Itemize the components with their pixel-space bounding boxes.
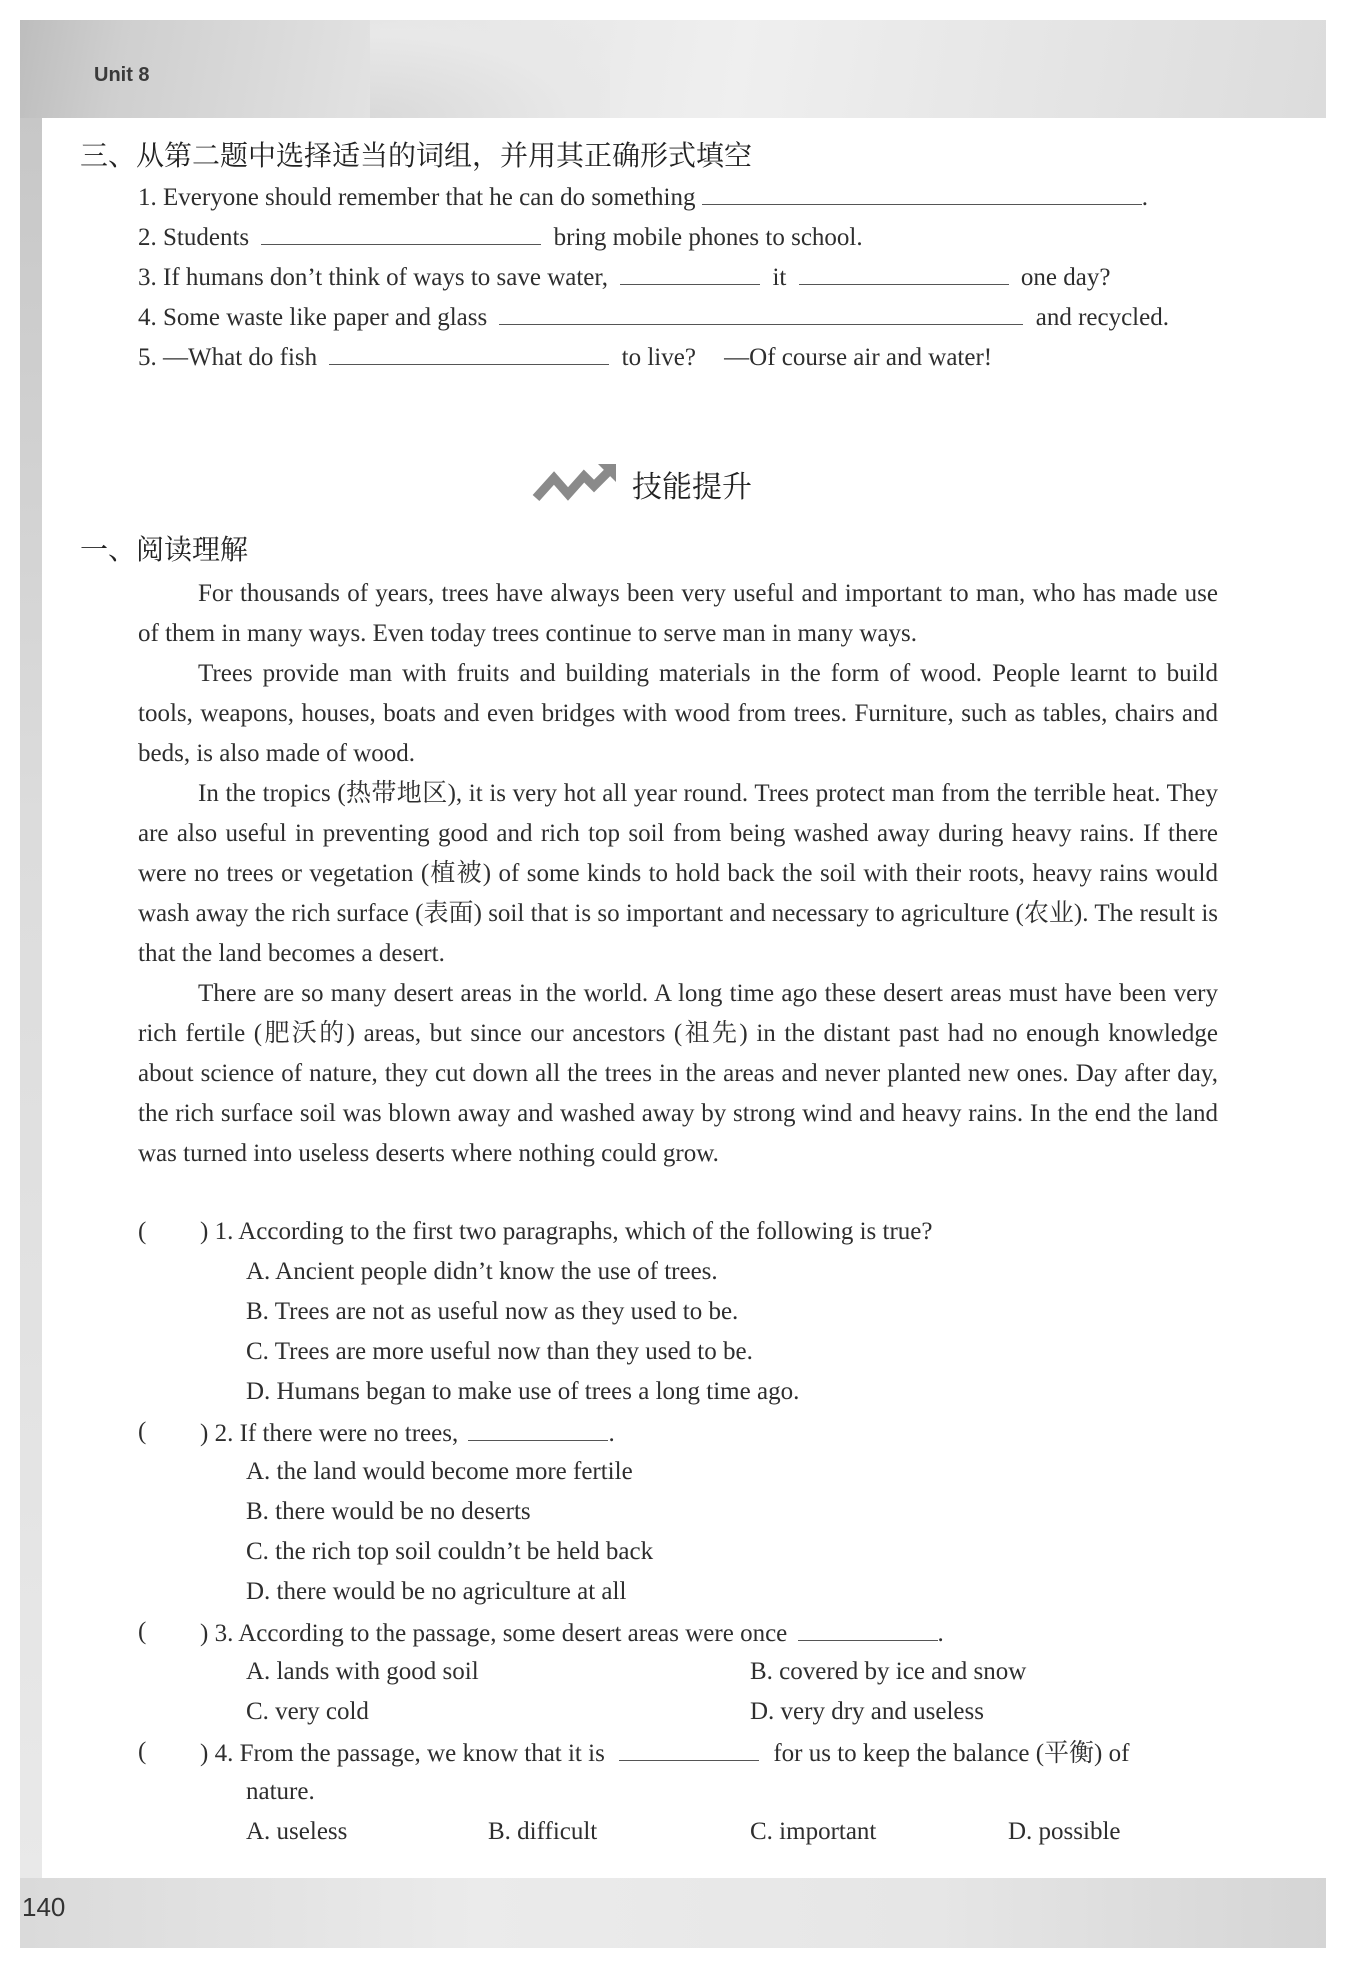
- question-3-end: .: [937, 1620, 944, 1647]
- unit-label: Unit 8: [94, 64, 150, 86]
- q4-option-c: C. important: [750, 1818, 877, 1845]
- fill-item-1: [138, 180, 1148, 214]
- q3-option-d: D. very dry and useless: [750, 1698, 984, 1725]
- q1-option-b: B. Trees are not as useful now as they used to be.: [246, 1298, 739, 1325]
- q3-option-c: C. very cold: [246, 1698, 369, 1725]
- fill-item-3-mid: it: [772, 264, 787, 291]
- fill-item-2-end: bring mobile phones to school.: [553, 224, 863, 251]
- question-4-blank[interactable]: [619, 1736, 759, 1761]
- answer-paren-4[interactable]: (: [138, 1738, 147, 1765]
- paragraph-3: In the tropics (热带地区), it is very hot all year round. Trees protect man from the terrible heat. They are also useful in preventing good and rich top soil from being washed away during heavy rains. If there were no trees or vegetation (植被) of some kinds to hold back the soil with their roots, heavy rains would wash away the rich surface (表面) soil that is so important and necessary to agriculture (农业). The result is that the land becomes a desert.: [138, 780, 1218, 967]
- q1-option-a: A. Ancient people didn’t know the use of trees.: [246, 1258, 718, 1285]
- fill-item-2: [138, 220, 863, 254]
- reading-title: 一、阅读理解: [80, 533, 249, 566]
- fill-item-4: [138, 300, 1169, 334]
- question-2-end: .: [608, 1420, 615, 1447]
- q3-option-a: A. lands with good soil: [246, 1658, 479, 1685]
- question-2: [200, 1416, 615, 1450]
- question-3-blank[interactable]: [798, 1616, 938, 1641]
- q4-option-b: B. difficult: [488, 1818, 598, 1845]
- left-band: [20, 118, 42, 1878]
- q4-option-d: D. possible: [1008, 1818, 1121, 1845]
- fill-blank-3b[interactable]: [799, 260, 1009, 285]
- header-band: [20, 20, 1326, 118]
- skills-heading: [532, 462, 752, 506]
- question-1-stem: ) 1. According to the first two paragraphs, which of the following is true?: [200, 1218, 933, 1245]
- paragraph-1: For thousands of years, trees have always been very useful and important to man, who has made use of them in many ways. Even today trees continue to serve man in many ways.: [138, 580, 1218, 647]
- question-4-stem-cont: nature.: [246, 1778, 315, 1805]
- header-curve: [370, 20, 610, 118]
- fill-item-4-end: and recycled.: [1035, 304, 1169, 331]
- fill-blank-4[interactable]: [499, 300, 1023, 325]
- fill-item-3-text: 3. If humans don’t think of ways to save water,: [138, 264, 608, 291]
- question-2-stem: ) 2. If there were no trees,: [200, 1420, 459, 1447]
- q2-option-d: D. there would be no agriculture at all: [246, 1578, 627, 1605]
- q2-option-b: B. there would be no deserts: [246, 1498, 531, 1525]
- question-3-stem: ) 3. According to the passage, some desert areas were once: [200, 1620, 788, 1647]
- fill-item-1-text: 1. Everyone should remember that he can do something: [138, 184, 696, 211]
- page-number: 140: [22, 1892, 66, 1922]
- paragraph-2: Trees provide man with fruits and building materials in the form of wood. People learnt to build tools, weapons, houses, boats and even bridges with wood from trees. Furniture, such as tables, chairs and beds, is also made of wood.: [138, 660, 1218, 767]
- fill-item-5-text: 5. —What do fish: [138, 344, 318, 371]
- skills-title: 技能提升: [632, 470, 752, 505]
- q3-option-b: B. covered by ice and snow: [750, 1658, 1027, 1685]
- reading-passage: [138, 574, 1218, 1174]
- q1-option-c: C. Trees are more useful now than they used to be.: [246, 1338, 753, 1365]
- fill-blank-5[interactable]: [329, 340, 609, 365]
- fill-item-3-end: one day?: [1020, 264, 1111, 291]
- question-2-blank[interactable]: [468, 1416, 608, 1441]
- answer-paren-2[interactable]: (: [138, 1418, 147, 1445]
- fill-blank-2[interactable]: [261, 220, 541, 245]
- fill-blank-3a[interactable]: [620, 260, 760, 285]
- trend-arrow-icon: [532, 464, 616, 504]
- fill-item-5-mid: to live?: [621, 344, 696, 371]
- question-4-stem: ) 4. From the passage, we know that it is: [200, 1740, 605, 1767]
- q2-option-a: A. the land would become more fertile: [246, 1458, 633, 1485]
- section-3-title: 三、从第二题中选择适当的词组，并用其正确形式填空: [80, 139, 753, 172]
- fill-item-2-text: 2. Students: [138, 224, 250, 251]
- fill-item-1-end: .: [1141, 184, 1148, 211]
- fill-item-3: [138, 260, 1110, 294]
- q2-option-c: C. the rich top soil couldn’t be held back: [246, 1538, 654, 1565]
- question-4: [200, 1736, 1129, 1770]
- footer-band: [20, 1878, 1326, 1948]
- paragraph-4: There are so many desert areas in the world. A long time ago these desert areas must have been very rich fertile (肥沃的) areas, but since our ancestors (祖先) in the distant past had no enough knowledge about science of nature, they cut down all the trees in the areas and never planted new ones. Day after day, the rich surface soil was blown away and washed away by strong wind and heavy rains. In the end the land was turned into useless deserts where nothing could grow.: [138, 980, 1218, 1167]
- answer-paren-3[interactable]: (: [138, 1618, 147, 1645]
- fill-blank-1[interactable]: [702, 180, 1142, 205]
- question-4-stem-mid: for us to keep the balance (平衡) of: [773, 1740, 1130, 1767]
- fill-item-5: [138, 340, 992, 374]
- q1-option-d: D. Humans began to make use of trees a long time ago.: [246, 1378, 800, 1405]
- fill-item-5-answer: —Of course air and water!: [724, 344, 993, 371]
- question-3: [200, 1616, 944, 1650]
- q4-option-a: A. useless: [246, 1818, 348, 1845]
- answer-paren-1[interactable]: (: [138, 1218, 147, 1245]
- fill-item-4-text: 4. Some waste like paper and glass: [138, 304, 488, 331]
